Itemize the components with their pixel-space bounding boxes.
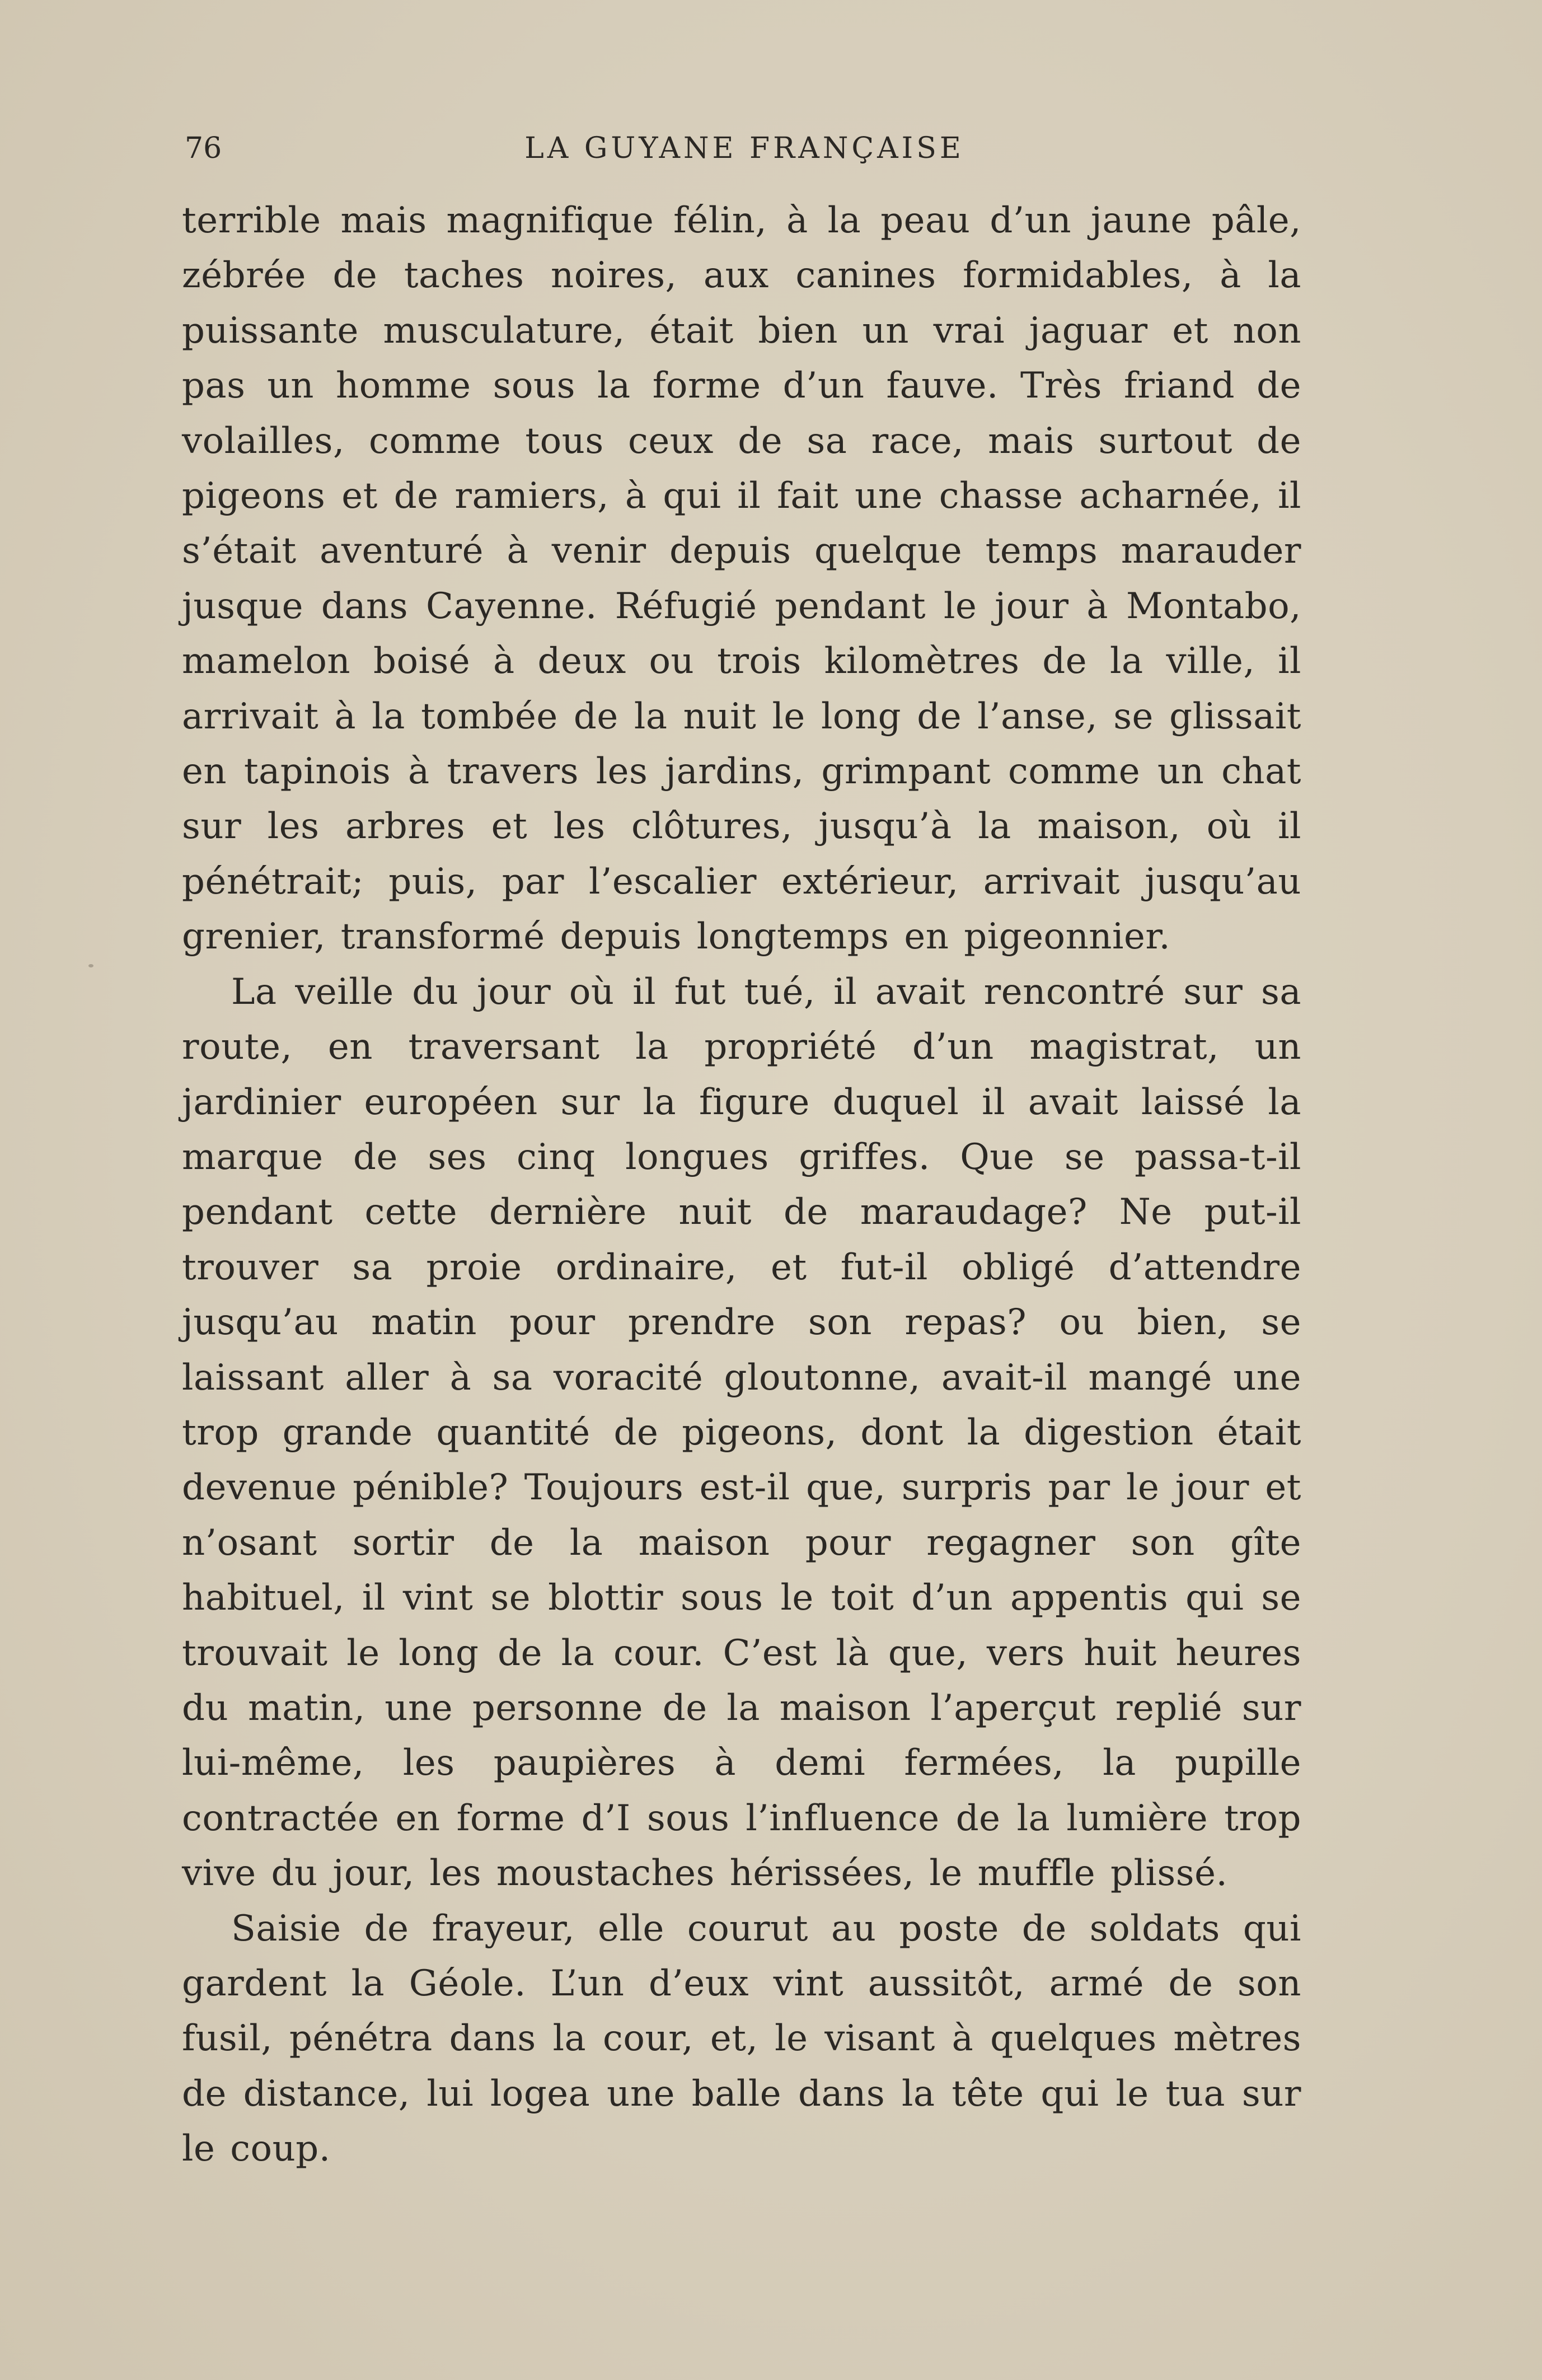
paragraph-jardinier: La veille du jour où il fut tué, il avait rencontré sur sa route, en traversant la propriété d’un magistrat, un jardinier européen sur la figure duquel il avait laissé la marque de ses cinq longues griffes. Que se passa-t-il pendant cette dernière nuit de maraudage? Ne put-il trouver sa proie ordinaire, et fut-il obligé d’attendre jusqu’au matin pour prendre son repas? ou bien, se laissant aller à sa voracité gloutonne, avait-il mangé une trop grande quantité de pigeons, dont la digestion était devenue pénible? Toujours est-il que, surpris par le jour et n’osant sortir de la maison pour regagner son gîte habituel, il vint se blottir sous le toit d’un appentis qui se trouvait le long de la cour. C’est là que, vers huit heures du matin, une personne de la maison l’aperçut replié sur lui-même, les paupières à demi fermées, la pupille contractée en forme d’I sous l’influence de la lumière trop vive du jour, les moustaches hérissées, le muffle plissé. xyxy=(182,971,1301,1895)
paragraph-soldat: Saisie de frayeur, elle courut au poste de soldats qui gardent la Géole. L’un d’eux vint aussitôt, armé de son fusil, pénétra dans la cour, et, le visant à quelques mètres de distance, lui logea une balle dans la tête qui le tua sur le coup. xyxy=(182,1907,1301,2170)
paper-speck xyxy=(88,964,93,967)
body-text xyxy=(182,193,1301,2177)
running-title: LA GUYANE FRANÇAISE xyxy=(524,132,964,165)
paragraph-continued: terrible mais magnifique félin, à la peau d’un jaune pâle, zébrée de taches noires, aux canines formidables, à la puissante musculature, était bien un vrai jaguar et non pas un homme sous la forme d’un fauve. Très friand de volailles, comme tous ceux de sa race, mais surtout de pigeons et de ramiers, à qui il fait une chasse acharnée, il s’était aventuré à venir depuis quelque temps marauder jusque dans Cayenne. Réfugié pendant le jour à Montabo, mamelon boisé à deux ou trois kilomètres de la ville, il arrivait à la tombée de la nuit le long de l’anse, se glissait en tapinois à travers les jardins, grimpant comme un chat sur les arbres et les clôtures, jusqu’à la maison, où il pénétrait; puis, par l’escalier extérieur, arrivait jusqu’au grenier, transformé depuis longtemps en pigeonnier. xyxy=(182,200,1301,958)
running-head xyxy=(185,126,1304,171)
page-number: 76 xyxy=(185,132,222,165)
